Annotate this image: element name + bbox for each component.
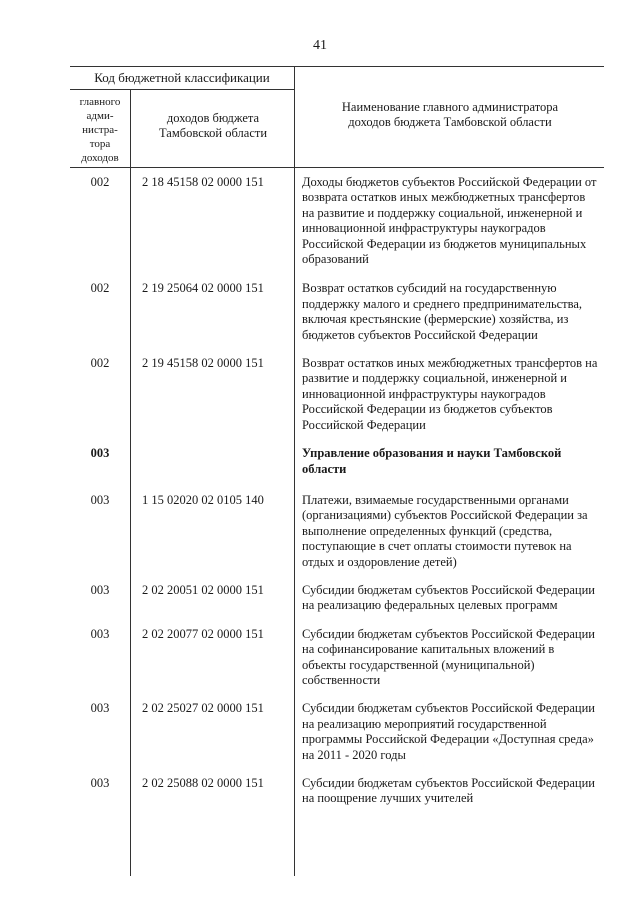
income-name: Возврат остатков субсидий на государственную поддержку малого и среднего предпринимательства, включая крестьянские (фермерские) хозяйства, из бюджетов субъектов Российской Федерации — [302, 281, 583, 342]
table-row — [70, 614, 604, 689]
income-name: Возврат остатков иных межбюджетных трансфертов на развитие и поддержку социальной, инженерной и инновационной инфраструктуры наукоградов Российской Федерации из бюджетов субъектов Российской Федерации — [302, 356, 598, 432]
header-admin-line: тора — [89, 138, 111, 150]
admin-code: 003 — [90, 446, 110, 461]
income-code: 2 02 20077 02 0000 151 — [142, 626, 264, 641]
table-row — [70, 267, 604, 343]
income-name: Доходы бюджетов субъектов Российской Федерации от возврата остатков иных межбюджетных трансфертов на развитие и поддержку социальной, инженерной и инновационной инфраструктуры наукоградов Российской Федерации из бюджетов муниципальных образований — [302, 175, 597, 267]
header-name-line: доходов бюджета Тамбовской области — [348, 115, 552, 129]
header-divider — [70, 89, 294, 90]
table-header — [70, 66, 604, 168]
table-row — [70, 477, 604, 570]
header-income-line: доходов бюджета — [166, 111, 260, 125]
admin-code: 003 — [90, 776, 110, 790]
income-code: 2 18 45158 02 0000 151 — [142, 175, 264, 189]
income-name: Платежи, взимаемые государственными органами (организациями) субъектов Российской Федерации за выполнение определенных функций (средства, поступающие в счет оплаты стоимости путевок на отдых и оздоровление детей) — [302, 492, 588, 569]
section-title: Управление образования и науки Тамбовской области — [302, 446, 562, 476]
income-name: Субсидии бюджетам субъектов Российской Федерации на реализацию федеральных целевых программ — [302, 582, 595, 613]
table-body — [70, 168, 604, 807]
income-code: 2 02 25088 02 0000 151 — [142, 776, 264, 790]
income-code: 1 15 02020 02 0105 140 — [142, 492, 264, 507]
header-admin-line: главного — [79, 96, 121, 108]
table-row — [70, 688, 604, 763]
admin-code: 003 — [90, 701, 110, 716]
income-name: Субсидии бюджетам субъектов Российской Федерации на поощрение лучших учителей — [302, 776, 595, 806]
table-row-section — [70, 433, 604, 477]
table-row — [70, 343, 604, 433]
income-name: Субсидии бюджетам субъектов Российской Федерации на софинансирование капитальных вложений в объекты государственной (муниципальной) собственности — [302, 626, 595, 687]
header-code-classification: Код бюджетной классификации — [94, 70, 270, 85]
header-income-line: Тамбовской области — [158, 126, 268, 140]
admin-code: 003 — [90, 626, 110, 641]
income-code: 2 02 25027 02 0000 151 — [142, 701, 264, 716]
header-name-line: Наименование главного администратора — [341, 100, 559, 114]
income-name: Субсидии бюджетам субъектов Российской Федерации на реализацию мероприятий государственной программы Российской Федерации «Доступная среда» на 2011 - 2020 годы — [302, 701, 595, 762]
header-name-column — [296, 100, 604, 130]
admin-code: 002 — [90, 175, 110, 189]
table-row — [70, 763, 604, 807]
income-code: 2 19 25064 02 0000 151 — [142, 281, 264, 296]
income-code: 2 19 45158 02 0000 151 — [142, 356, 264, 371]
admin-code: 002 — [90, 356, 110, 371]
admin-code: 003 — [90, 582, 110, 597]
table-row — [70, 570, 604, 614]
header-income-column — [132, 111, 294, 141]
table-row — [70, 168, 604, 267]
income-codes-table — [70, 66, 604, 807]
header-admin-line: доходов — [81, 152, 119, 164]
header-col-divider — [130, 89, 131, 167]
header-admin-line: нистра- — [82, 124, 118, 136]
header-col-divider — [294, 67, 295, 167]
header-admin-line: адми- — [86, 110, 114, 122]
admin-code: 003 — [90, 492, 110, 507]
income-code: 2 02 20051 02 0000 151 — [142, 582, 264, 597]
page-number: 41 — [313, 38, 327, 53]
admin-code: 002 — [90, 281, 110, 296]
header-admin-column — [70, 95, 130, 165]
